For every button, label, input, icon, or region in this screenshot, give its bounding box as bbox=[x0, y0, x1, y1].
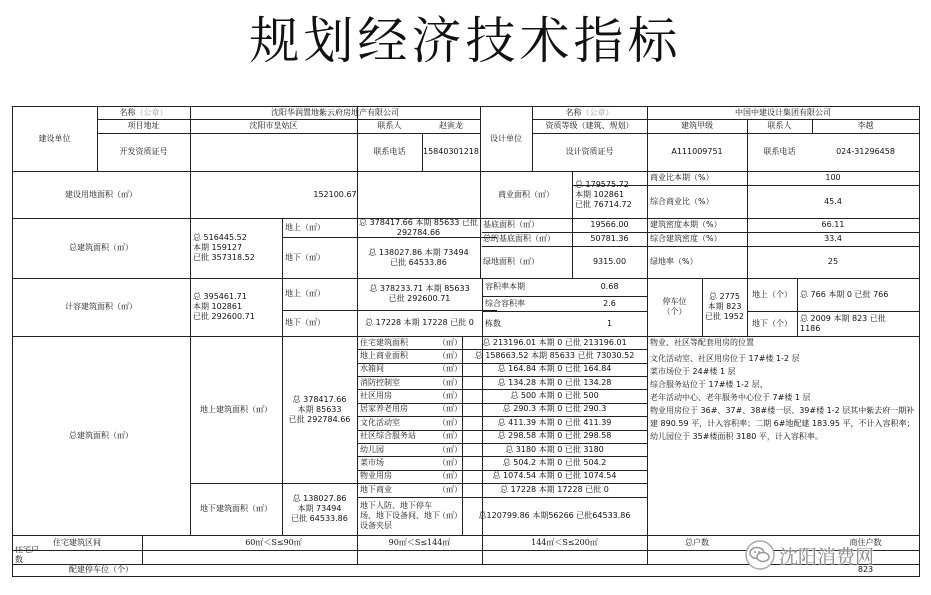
facility-value: 总 164.84 本期 0 已批 164.84 bbox=[497, 364, 612, 374]
build-unit-label: 建设单位 bbox=[38, 133, 71, 143]
under-total: 总 138027.86 本期 73494 已批 64533.86 bbox=[291, 494, 348, 523]
facility-unit: （㎡） bbox=[438, 417, 462, 427]
facility-value: 总 298.58 本期 0 已批 298.58 bbox=[497, 431, 612, 441]
far-under-label: 地下（㎡） bbox=[285, 318, 325, 327]
commercial-ratio-total-label: 综合商业比（%） bbox=[650, 196, 714, 206]
facility-name: 菜市场 bbox=[360, 457, 384, 467]
facility-name: 社区用房 bbox=[360, 391, 392, 401]
page-title: 规划经济技术指标 bbox=[249, 12, 682, 70]
far-area-label: 计容建筑面积（㎡） bbox=[65, 302, 137, 311]
parking-above: 总 766 本期 0 已批 766 bbox=[800, 289, 889, 299]
facilities-header: 物业、社区等配套用房的位置 bbox=[650, 338, 754, 347]
base-area-total: 50781.36 bbox=[590, 234, 629, 243]
commercial-area: 总 179575.72 本期 102861 已批 76714.72 bbox=[575, 179, 632, 209]
dev-cert-label: 开发资质证号 bbox=[119, 147, 168, 156]
project-address-label: 项目地址 bbox=[127, 121, 160, 130]
facility-unit: （㎡） bbox=[438, 404, 462, 414]
range-144-200: 144㎡＜S≤200㎡ bbox=[531, 537, 598, 547]
base-area-label: 基底面积（㎡） bbox=[483, 220, 539, 229]
commercial-ratio: 100 bbox=[825, 173, 841, 182]
far: 0.68 bbox=[600, 282, 619, 291]
far-total-label: 综合容积率 bbox=[485, 298, 525, 308]
units-partial: 商住户数 bbox=[849, 537, 882, 547]
design-unit-label: 设计单位 bbox=[490, 133, 522, 143]
facility-name: 社区综合服务站 bbox=[360, 431, 416, 441]
under-facility-unit: （㎡） bbox=[438, 485, 462, 494]
density-total: 33.4 bbox=[824, 234, 842, 243]
facility-value: 总 3180 本期 0 已批 3180 bbox=[505, 444, 604, 454]
facility-name: 水箱间 bbox=[360, 364, 384, 374]
facilities-text: 文化活动室、社区用房位于 17#楼 1-2 层 菜市场位于 24#楼 1 层 综合服务站位于 17#楼 1-2 层、 老年活动中心、老年服务中心位于 7#楼 1 层 物业用房位于 36#、37#、38#楼一层、39#楼 1-2 层其中紫去府一期补建 890.59 平，计入容积率；二期 6#地配建 183.95 平，不计入容积率； 幼儿园位于 35#楼面积 3180 平，计入容积率。 bbox=[650, 354, 915, 441]
far-above: 总 378233.71 本期 85633 已批 292600.71 bbox=[369, 284, 470, 303]
density: 66.11 bbox=[821, 220, 845, 229]
parking-label: 停车位 （个） bbox=[662, 297, 687, 316]
facility-value: 总 504.2 本期 0 已批 504.2 bbox=[502, 457, 607, 467]
build-unit-name: 沈阳华润置地紫云府房地产有限公司 bbox=[271, 107, 399, 117]
households-label: 总户数 bbox=[685, 537, 709, 547]
range-90-144: 90㎡＜S≤144㎡ bbox=[388, 537, 451, 547]
design-phone-label: 联系电话 bbox=[763, 147, 796, 156]
land-area: 152100.67 bbox=[313, 189, 357, 199]
design-unit-name: 中国中建设计集团有限公司 bbox=[735, 107, 831, 117]
density-label: 建筑密度本期（%） bbox=[650, 220, 722, 229]
facility-value: 总 134.28 本期 0 已批 134.28 bbox=[497, 377, 612, 387]
facility-value: 总 500 本期 0 已批 500 bbox=[510, 391, 599, 401]
watermark bbox=[745, 538, 925, 572]
parking-above-label: 地上（个） bbox=[752, 289, 792, 299]
facility-unit: （㎡） bbox=[438, 377, 462, 387]
green-area: 9315.00 bbox=[592, 257, 627, 266]
contact-person: 赵寅龙 bbox=[439, 121, 463, 130]
far-area: 总 395461.71 本期 102861 已批 292600.71 bbox=[193, 292, 255, 321]
above-total-label: 地上建筑面积（㎡） bbox=[200, 404, 272, 414]
parking-config-label: 配建停车位（个） bbox=[69, 565, 133, 574]
facility-unit: （㎡） bbox=[438, 444, 462, 454]
total-above-label: 地上（㎡） bbox=[285, 222, 325, 232]
green-rate-label: 绿地率（%） bbox=[650, 257, 698, 266]
contact-label: 联系人 bbox=[377, 121, 402, 130]
facility-value: 总 411.39 本期 0 已批 411.39 bbox=[497, 417, 612, 427]
green-area-label: 绿地面积（㎡） bbox=[483, 257, 539, 266]
land-area-label: 建设用地面积（㎡） bbox=[65, 189, 137, 199]
facility-value: 总 213196.01 本期 0 已批 213196.01 bbox=[482, 337, 627, 347]
design-cert: A111009751 bbox=[671, 147, 723, 156]
green-rate: 25 bbox=[827, 257, 839, 266]
phone: 15840301218 bbox=[423, 147, 479, 156]
under-facility-name: 地下商业 bbox=[360, 485, 392, 494]
facility-unit: （㎡） bbox=[438, 364, 462, 374]
parking-under-label: 地下（个） bbox=[752, 318, 792, 328]
facility-name: 物业用房 bbox=[360, 471, 392, 481]
design-cert-label: 设计资质证号 bbox=[565, 147, 614, 156]
commercial-ratio-label: 商业比本期（%） bbox=[650, 173, 714, 182]
facility-name: 住宅建筑面积 bbox=[360, 337, 408, 347]
range-60-90: 60㎡＜S≤90㎡ bbox=[245, 537, 302, 547]
buildings: 1 bbox=[606, 318, 613, 328]
far-under: 总 17228 本期 17228 已批 0 bbox=[365, 318, 474, 327]
total-under-label: 地下（㎡） bbox=[285, 252, 325, 262]
build-unit-name-label: 名称 （公章） bbox=[119, 107, 168, 117]
design-contact-label: 联系人 bbox=[767, 121, 792, 130]
facility-unit: （㎡） bbox=[438, 431, 462, 441]
facility-unit: （㎡） bbox=[438, 471, 462, 481]
parking-total: 总 2775 本期 823 已批 1952 bbox=[705, 292, 744, 321]
facility-unit: （㎡） bbox=[438, 337, 462, 347]
total-area: 总 516445.52 本期 159127 已批 357318.52 bbox=[193, 233, 255, 262]
under-facility-value: 总 17228 本期 17228 已批 0 bbox=[500, 485, 609, 494]
design-phone: 024-31296458 bbox=[836, 147, 895, 156]
buildings-label: 栋数 bbox=[485, 318, 501, 328]
density-total-label: 综合建筑密度（%） bbox=[650, 234, 722, 243]
base-area: 19566.00 bbox=[590, 220, 629, 229]
facility-name: 幼儿园 bbox=[360, 444, 384, 454]
base-area-total-label: 总的基底面积（㎡） bbox=[483, 234, 555, 243]
total-above: 总 378417.66 本期 85633 已批 292784.66 bbox=[359, 218, 478, 237]
total-area-label: 总建筑面积（㎡） bbox=[69, 243, 133, 252]
design-contact: 李越 bbox=[857, 121, 874, 130]
facility-name: 文化活动室 bbox=[360, 417, 400, 427]
under-facility-unit: （㎡） bbox=[438, 511, 462, 520]
under-facility-name: 地下人防、地下停车场、地下设备间、地下设备夹层 bbox=[360, 501, 440, 530]
units-range-label: 住宅建筑区间 bbox=[53, 537, 101, 547]
commercial-area-label: 商业面积（㎡） bbox=[498, 189, 554, 199]
phone-label: 联系电话 bbox=[373, 147, 406, 156]
qualification: 建筑甲级 bbox=[681, 121, 713, 130]
total-under: 总 138027.86 本期 73494 已批 64533.86 bbox=[368, 247, 469, 267]
facility-value: 总 158663.52 本期 85633 已批 73030.52 bbox=[474, 351, 635, 361]
project-address: 沈阳市皇姑区 bbox=[249, 121, 298, 130]
qualification-label: 资质等级（建筑、规划） bbox=[545, 121, 634, 130]
facility-unit: （㎡） bbox=[438, 351, 462, 361]
under-total-label: 地下建筑面积（㎡） bbox=[200, 504, 272, 513]
far-total: 2.6 bbox=[603, 298, 616, 308]
facility-unit: （㎡） bbox=[438, 457, 462, 467]
units-label: 住宅户 数 bbox=[15, 546, 39, 564]
facility-name: 居家养老用房 bbox=[360, 404, 408, 414]
watermark-text: 沈阳消费网 bbox=[779, 545, 875, 568]
far-label: 容积率本期 bbox=[485, 282, 525, 291]
far-above-label: 地上（㎡） bbox=[285, 289, 325, 298]
wechat-icon bbox=[745, 540, 775, 570]
above-total: 总 378417.66 本期 85633 已批 292784.66 bbox=[288, 394, 351, 424]
design-unit-name-label: 名称 （公章） bbox=[565, 107, 614, 117]
indicator-table bbox=[12, 106, 920, 584]
parking-config: 823 bbox=[857, 565, 874, 574]
parking-under: 总 2009 本期 823 已批 1186 bbox=[800, 313, 886, 333]
commercial-ratio-total: 45.4 bbox=[824, 196, 842, 206]
facility-unit: （㎡） bbox=[438, 391, 462, 401]
facility-name: 消防控制室 bbox=[360, 377, 400, 387]
facility-name: 地上商业面积 bbox=[360, 351, 408, 361]
facility-value: 总 290.3 本期 0 已批 290.3 bbox=[502, 404, 607, 414]
under-facility-value: 总120799.86 本期56266 已批64533.86 bbox=[478, 511, 631, 520]
facility-value: 总 1074.54 本期 0 已批 1074.54 bbox=[492, 471, 617, 481]
detail-total-label: 总建筑面积（㎡） bbox=[69, 430, 133, 440]
